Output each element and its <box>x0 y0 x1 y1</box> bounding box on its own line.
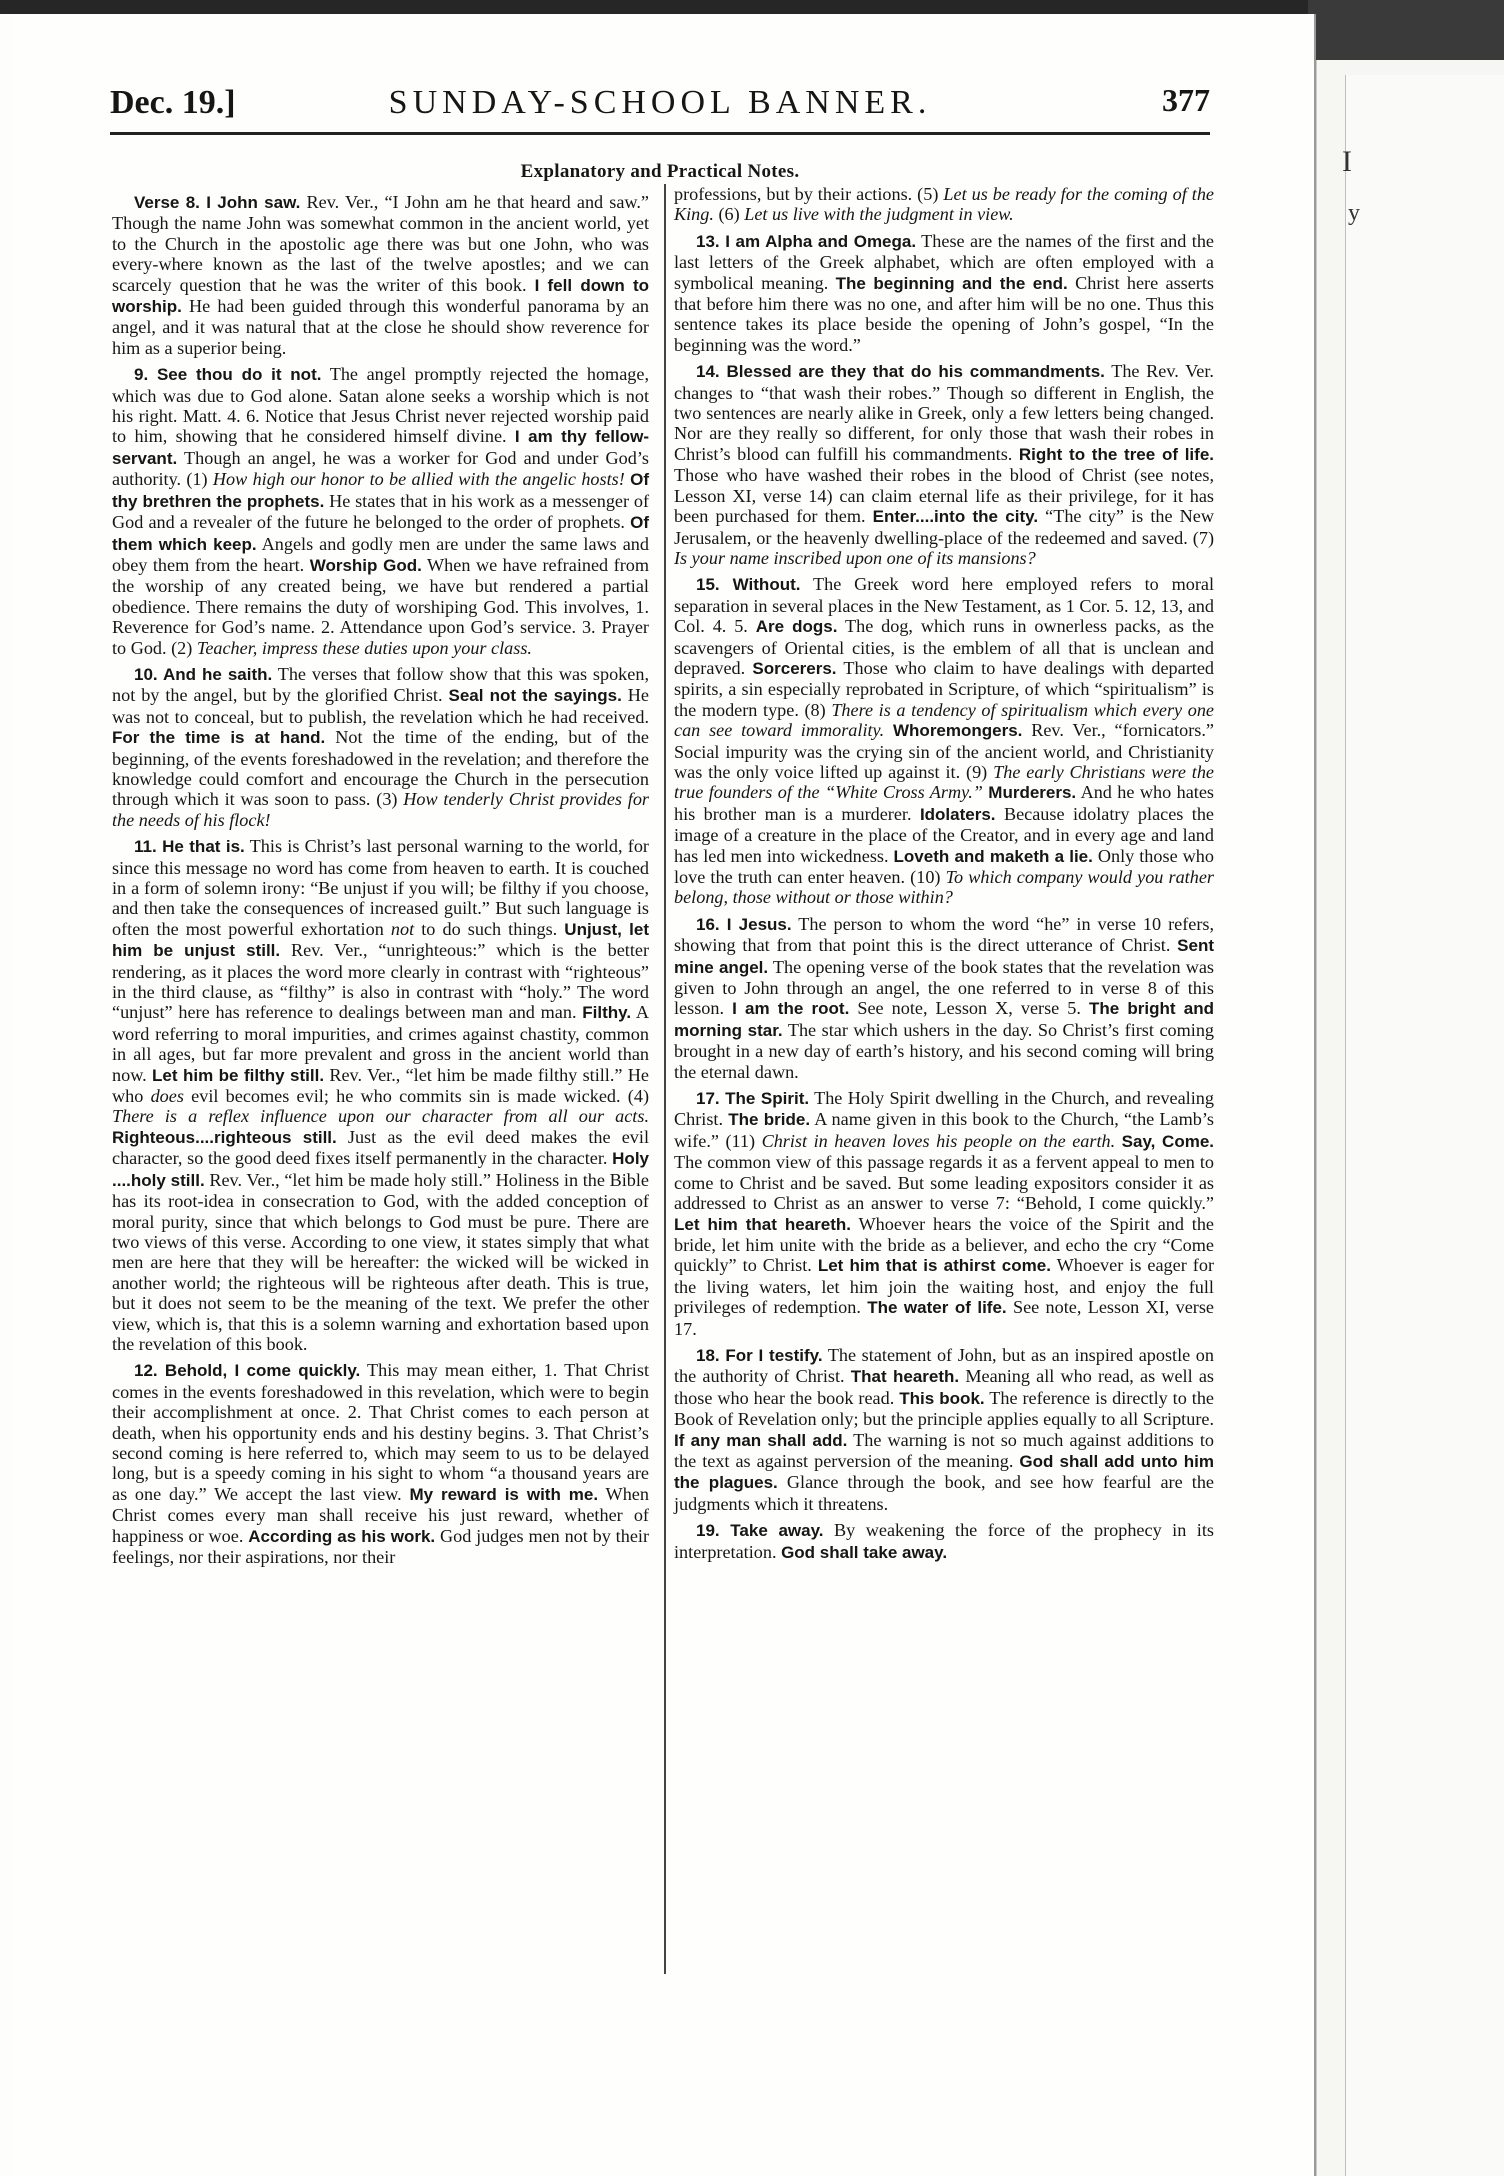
note-keyword: The beginning and the end. <box>835 273 1068 293</box>
note-paragraph <box>674 574 1214 908</box>
note-text: God judges men not by their feelings, nor their aspirations, nor their <box>112 1525 650 1567</box>
note-keyword: Whoremongers. <box>893 721 1023 741</box>
note-text: Not the time of the ending, but of the beginning, of the events foreshadowed in the revelation; and therefore the knowledge could comfort and encourage the Church in the persecution through which it was soon to pass. (3) <box>112 727 649 810</box>
note-keyword: Sent mine angel. <box>674 936 1214 977</box>
note-text: See note, Lesson XI, verse 17. <box>674 1297 1214 1339</box>
note-keyword: According as his work. <box>248 1526 436 1546</box>
note-application: How high our honor to be allied with the angelic hosts! <box>212 469 625 490</box>
note-keyword: Right to the tree of life. <box>1018 444 1214 464</box>
note-paragraph <box>674 231 1214 355</box>
note-application: There is a reflex influence upon our character from all our acts. <box>112 1106 649 1127</box>
note-text: He had been guided through this wonderful panorama by an angel, and it was natural that at the close he should show reverence for him as a superior being. <box>112 296 649 358</box>
note-text: And he who hates his brother man is a murderer. <box>674 782 1214 824</box>
edge-glyph-2: y <box>1348 200 1360 226</box>
note-keyword: The water of life. <box>867 1298 1007 1318</box>
note-keyword: Let him that heareth. <box>674 1214 852 1234</box>
note-keyword: Idolaters. <box>919 804 996 824</box>
note-keyword: 18. For I testify. <box>696 1345 823 1365</box>
edge-glyph-1: I <box>1342 145 1352 178</box>
note-keyword: Murderers. <box>988 783 1077 803</box>
note-keyword: 16. I Jesus. <box>696 914 792 934</box>
note-text: When we have refrained from the worship of any created being, we have but rendered a partial obedience. There remains the duty of worshiping God. This involves, 1. Reverence for God’s name. 2. Attendance upon God’s service. 3. Prayer to God. (2) <box>112 554 649 658</box>
note-application: The early Christians were the true founders of the “White Cross Army.” <box>674 761 1215 803</box>
note-keyword: Filthy. <box>582 1003 632 1023</box>
note-text: The common view of this passage regards it as a fervent appeal to men to come to Christ and be saved. But some leading expositors consider it as addressed to Christ as an answer to verse 7: “Behold, I come quickly.” <box>674 1152 1214 1214</box>
note-text: Glance through the book, and see how fearful are the judgments which it threatens. <box>674 1472 1215 1514</box>
note-keyword: Worship God. <box>309 555 422 575</box>
note-keyword: 10. And he saith. <box>134 664 273 684</box>
note-keyword: 19. Take away. <box>696 1521 824 1541</box>
note-keyword: I fell down to worship. <box>112 275 649 317</box>
note-paragraph <box>112 664 649 830</box>
note-text: Rev. Ver., “unrighteous:” which is the better rendering, as it places the word more clearly in contrast with “righteous” in the third clause, as “filthy” is also in contrast with “holy.” The word “unjust” here has reference to dealings between man and man. <box>112 940 649 1023</box>
note-paragraph <box>112 836 649 1354</box>
note-text: These are the names of the first and the last letters of the Greek alphabet, which are often employed with a symbolical meaning. <box>674 230 1214 293</box>
note-paragraph <box>674 1088 1214 1339</box>
note-text: This may mean either, 1. That Christ comes in the events foreshadowed in this revelation, which were to begin their accomplishment at once. 2. That Christ comes to each person at death, when his opportunity ends and his destiny begins. 3. That Christ’s second coming is here referred to, which may seem to us to be delayed long, but is a speedy coming in his sight to whom “a thousand years are as one day.” We accept the last view. <box>112 1360 649 1504</box>
note-paragraph <box>674 1345 1214 1514</box>
note-keyword: God shall take away. <box>781 1542 948 1562</box>
note-text: A word referring to moral impurities, and crimes against chastity, common in all ages, but far more prevalent and gross in the ancient world than now. <box>112 1002 649 1085</box>
note-keyword: This book. <box>899 1388 985 1408</box>
scan-top-border <box>0 0 1504 14</box>
note-application: Let us be ready for the coming of the King. <box>674 184 1215 225</box>
column-divider <box>664 184 666 1974</box>
note-text: See note, Lesson X, verse 5. <box>849 998 1089 1019</box>
note-text: Rev. Ver., “let him be made filthy still.” He who <box>112 1064 649 1107</box>
note-keyword: Seal not the sayings. <box>448 686 622 706</box>
header-rule <box>110 132 1210 135</box>
note-keyword: 12. Behold, I come quickly. <box>134 1361 361 1381</box>
note-application: Christ in heaven loves his people on the earth. <box>761 1130 1116 1151</box>
note-paragraph <box>674 1520 1214 1563</box>
note-keyword: If any man shall add. <box>674 1430 848 1450</box>
note-keyword: 17. The Spirit. <box>696 1089 810 1109</box>
note-text: This is Christ’s last personal warning to the world, for since this message no word has come from heaven to earth. It is couched in a form of solemn irony: “Be unjust if you will; be filthy if you choose, and then take the consequences of increased guilt.” But such language is often the most powerful exhortation <box>112 836 649 939</box>
note-text: The person to whom the word “he” in verse 10 refers, showing that from that point this is the direct utterance of Christ. <box>674 913 1215 956</box>
note-application: To which company would you rather belong, those without or those within? <box>674 867 1214 908</box>
note-application: There is a tendency of spiritualism which every one can see toward immorality. <box>674 699 1214 741</box>
note-text: A name given in this book to the Church, “the Lamb’s wife.” (11) <box>674 1109 1214 1151</box>
note-keyword: God shall add unto him the plagues. <box>674 1451 1214 1493</box>
note-keyword: The bright and morning star. <box>674 999 1215 1040</box>
note-keyword: Verse 8. I John saw. <box>134 193 301 212</box>
note-text: Angels and godly men are under the same laws and obey them from the heart. <box>112 533 649 575</box>
note-text: The Holy Spirit dwelling in the Church, and revealing Christ. <box>674 1088 1214 1130</box>
note-text: When Christ comes every man shall receive his just reward, whether of happiness or woe. <box>112 1483 649 1546</box>
scan-corner-shadow <box>1308 0 1504 60</box>
note-text: Whoever is eager for the living waters, let him join the waiting host, and enjoy the full privileges of redemption. <box>674 1255 1214 1318</box>
note-keyword: 11. He that is. <box>134 837 245 857</box>
note-text: “The city” is the New Jerusalem, or the heavenly dwelling-place of the redeemed and saved. (7) <box>674 506 1214 548</box>
note-keyword: Holy ....holy still. <box>112 1149 649 1190</box>
note-text: Meaning all who read, as well as those who hear the book read. <box>674 1366 1214 1408</box>
right-column <box>674 184 1214 1569</box>
note-text: The warning is not so much against additions to the text as against perversion of the meaning. <box>674 1429 1214 1471</box>
page-number: 377 <box>1162 82 1210 118</box>
note-keyword: Let him that is athirst come. <box>817 1256 1051 1276</box>
note-keyword: Righteous....righteous still. <box>112 1127 337 1147</box>
note-text: The opening verse of the book states that the revelation was given to John through an angel, the one referred to in verse 8 of this lesson. <box>674 956 1214 1019</box>
note-application: not <box>390 918 415 939</box>
note-paragraph <box>112 364 649 658</box>
note-keyword: I am the root. <box>732 999 850 1019</box>
note-paragraph <box>674 184 1214 225</box>
note-paragraph <box>674 914 1214 1082</box>
note-text: Rev. Ver., “fornicators.” Social impurity was the crying sin of the ancient world, and Christianity was the only voice lifted up against it. (9) <box>674 720 1214 782</box>
section-title: Explanatory and Practical Notes. <box>520 161 800 182</box>
note-text: Only those who love the truth can enter heaven. (10) <box>674 845 1214 887</box>
note-text: The statement of John, but as an inspired apostle on the authority of Christ. <box>674 1344 1214 1387</box>
note-keyword: For the time is at hand. <box>112 728 326 748</box>
note-text: to do such things. <box>414 918 565 939</box>
underlying-page-edge <box>1345 75 1504 2176</box>
note-text: Rev. Ver., “let him be made holy still.” Holiness in the Bible has its root-idea in consecration to God, with the added conception of moral purity, since that which belongs to God must be pure. There are two views of this verse. According to one view, it states simply that what men are here that they will be hereafter: the wicked will be wicked in another world; the righteous will be righteous after death. This is true, but it does not seem to be the meaning of the text. We prefer the other view, which is, that this is a solemn warning and exhortation based upon the revelation of this book. <box>112 1169 649 1354</box>
note-application: Is your name inscribed upon one of its mansions? <box>674 547 1036 568</box>
note-text: Though an angel, he was a worker for God and under God’s authority. (1) <box>112 447 649 490</box>
note-text: Christ here asserts that before him there was no one, and after him will be no one. Thus this sentence takes its place beside the opening of John’s gospel, “In the beginning was the word.” <box>674 272 1214 355</box>
note-keyword: Enter....into the city. <box>872 507 1039 527</box>
note-paragraph <box>674 361 1214 568</box>
note-keyword: 14. Blessed are they that do his commandments. <box>696 362 1105 382</box>
header-date: Dec. 19.] <box>110 84 236 121</box>
note-keyword: The bride. <box>728 1110 811 1130</box>
note-text: Those who claim to have dealings with departed spirits, a sin especially reprobated in Scripture, of which “spiritualism” is the modern type. (8) <box>674 657 1214 720</box>
note-application: Let us live with the judgment in view. <box>744 204 1014 225</box>
note-keyword: 9. See thou do it not. <box>134 365 322 385</box>
note-keyword: 13. I am Alpha and Omega. <box>696 231 917 251</box>
note-text: Because idolatry places the image of a creature in the place of the Creator, and in every age and land has led men into wickedness. <box>674 803 1215 866</box>
note-keyword: That heareth. <box>850 1367 960 1387</box>
note-text: The star which ushers in the day. So Christ’s first coming brought in a new day of earth’s history, and his second coming will bring the eternal dawn. <box>674 1019 1215 1082</box>
note-text: The angel promptly rejected the homage, which was due to God alone. Satan alone seeks a worship which is not his right. Matt. 4. 6. Notice that Jesus Christ never rejected worship paid to him, showing that he considered himself divine. <box>112 364 649 447</box>
note-text: Just as the evil deed makes the evil character, so the good deed fixes itself permanently in the character. <box>112 1126 649 1169</box>
note-text: professions, but by their actions. (5) <box>674 184 944 204</box>
note-text: The Greek word here employed refers to moral separation in several places in the New Testament, as 1 Cor. 5. 12, 13, and Col. 4. 5. <box>674 574 1214 637</box>
note-text: Whoever hears the voice of the Spirit and the bride, let him unite with the bride as a believer, and echo the cry “Come quickly” to Christ. <box>674 1213 1214 1276</box>
note-keyword: Loveth and maketh a lie. <box>893 846 1093 866</box>
note-text: He states that in his work as a messenger of God and a revealer of the future he belonged to the order of prophets. <box>112 490 649 533</box>
note-keyword: Of them which keep. <box>112 513 649 554</box>
note-text: The dog, which runs in ownerless packs, as the scavengers of Oriental cities, is the emblem of all that is unclean and depraved. <box>674 616 1215 678</box>
note-text: The verses that follow show that this was spoken, not by the angel, but by the glorified Christ. <box>112 663 649 706</box>
note-text: The Rev. Ver. changes to “that wash their robes.” Though so different in English, the two sentences are nearly alike in Greek, only a few letters being changed. Nor are they really so different, for only those that wash their robes in Christ’s blood can fulfill his commandments. <box>674 361 1214 464</box>
left-column <box>112 192 649 1573</box>
note-text: By weakening the force of the prophecy in its interpretation. <box>674 1520 1214 1562</box>
note-text: He was not to conceal, but to publish, the revelation which he had received. <box>112 685 649 727</box>
note-keyword: Let him be filthy still. <box>151 1065 325 1085</box>
note-keyword: 15. Without. <box>696 575 801 595</box>
note-text: The reference is directly to the Book of Revelation only; but the principle applies equally to all Scripture. <box>674 1387 1214 1430</box>
note-keyword: My reward is with me. <box>409 1484 599 1504</box>
note-keyword: Of thy brethren the prophets. <box>112 470 649 511</box>
note-application: How tenderly Christ provides for the needs of his flock! <box>112 789 649 830</box>
note-text <box>884 720 893 740</box>
header-title: SUNDAY-SCHOOL BANNER. <box>388 84 932 121</box>
note-paragraph <box>112 192 649 358</box>
note-application: does <box>150 1086 184 1107</box>
note-text: (6) <box>713 204 745 225</box>
note-keyword: I am thy fellow-servant. <box>112 427 649 468</box>
note-keyword: Unjust, let him be unjust still. <box>112 919 650 961</box>
note-keyword: Are dogs. <box>755 617 838 637</box>
note-application: Teacher, impress these duties upon your class. <box>196 637 532 658</box>
note-keyword: Sorcerers. <box>752 658 837 678</box>
note-keyword: Say, Come. <box>1121 1131 1215 1151</box>
note-text: evil becomes evil; he who commits sin is made wicked. (4) <box>183 1086 650 1107</box>
running-header <box>110 80 1210 134</box>
note-paragraph <box>112 1360 649 1567</box>
note-text: Rev. Ver., “I John am he that heard and saw.” Though the name John was somewhat common in the ancient world, yet to the Church in the apostolic age there was but one John, who was every-where known as the last of the twelve apostles; and we can scarcely question that he was the writer of this book. <box>112 192 649 295</box>
note-text: Those who have washed their robes in the blood of Christ (see notes, Lesson XI, verse 14) can claim eternal life as their privilege, for it has been purchased for them. <box>674 465 1214 527</box>
